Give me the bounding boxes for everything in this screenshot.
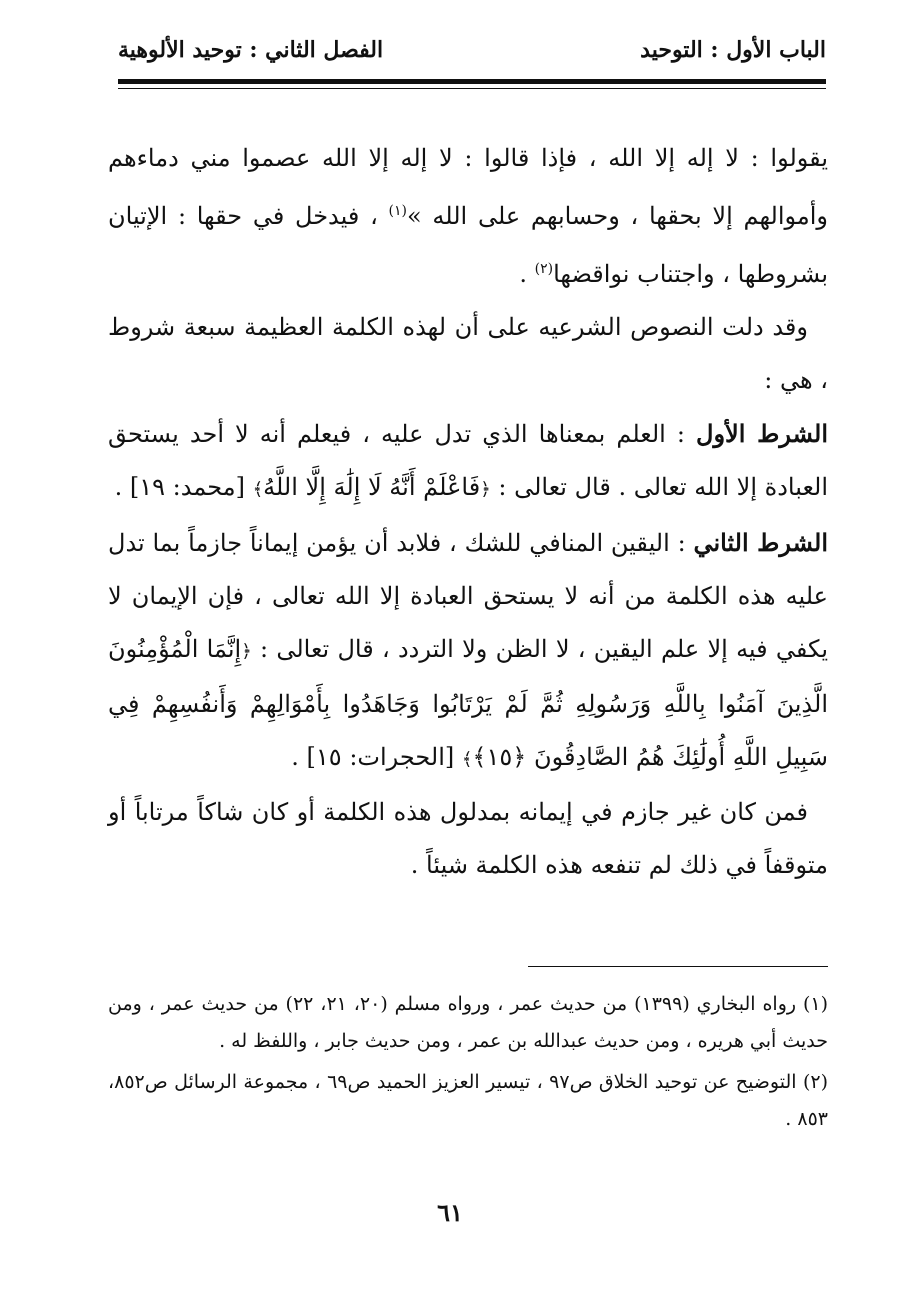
condition-2	[108, 516, 828, 786]
footnote-2-text: التوضيح عن توحيد الخلاق ص٩٧ ، تيسير العزيز الحميد ص٦٩ ، مجموعة الرسائل ص٨٥٢، ٨٥٣ .	[108, 1071, 828, 1130]
condition-2-text: : اليقين المنافي للشك ، فلابد أن يؤمن إيماناً جازماً بما تدل عليه هذه الكلمة من أنه لا يستحق العبادة إلا الله تعالى ، فإن الإيمان لا يكفي فيه إلا علم اليقين ، لا الظن ولا التردد ، قال تعالى :	[108, 529, 828, 663]
footnote-2	[108, 1064, 828, 1138]
condition-2-lead: الشرط الثاني	[693, 528, 828, 557]
condition-1-lead: الشرط الأول	[696, 419, 828, 448]
paragraph-1-tail: ، فيدخل في حقها : الإتيان بشروطها ، واجتناب نواقضها	[108, 202, 828, 288]
chapter-title: الفصل الثاني : توحيد الألوهية	[118, 37, 384, 63]
ayah-2-reference: [الحجرات: ١٥] .	[291, 743, 462, 771]
footnote-separator	[528, 966, 828, 967]
paragraph-1-text: يقولوا : لا إله إلا الله ، فإذا قالوا : لا إله إلا الله عصموا مني دماءهم وأموالهم إلا بحقها ، وحسابهم على الله »	[108, 144, 828, 230]
paragraph-2: وقد دلت النصوص الشرعيه على أن لهذه الكلمة العظيمة سبعة شروط ، هي :	[108, 313, 828, 394]
footnote-ref-2: (٢)	[534, 261, 554, 277]
ayah-1-reference: [محمد: ١٩] .	[114, 473, 253, 501]
condition-1	[108, 407, 828, 516]
running-header	[118, 30, 826, 70]
paragraph-1	[108, 132, 828, 301]
page-number: ٦١	[437, 1198, 463, 1227]
ayah-close-ornament: ﴾	[252, 479, 264, 500]
ayah-2: إِنَّمَا الْمُؤْمِنُونَ الَّذِينَ آمَنُوا بِاللَّهِ وَرَسُولِهِ ثُمَّ لَمْ يَرْتَابُوا وَجَاهَدُوا بِأَمْوَالِهِمْ وَأَنفُسِهِمْ فِي سَبِيلِ اللَّهِ أُولَٰئِكَ هُمُ الصَّادِقُونَ ﴿١٥﴾	[108, 635, 828, 771]
ayah-1: فَاعْلَمْ أَنَّهُ لَا إِلَٰهَ إِلَّا اللَّهُ	[263, 473, 481, 501]
ayah-2-open-ornament: ﴿	[241, 641, 252, 662]
paragraph-1-end: .	[519, 260, 535, 288]
footnotes	[108, 986, 828, 1142]
footnote-1-text: رواه البخاري (١٣٩٩) من حديث عمر ، ورواه مسلم (٢٠، ٢١، ٢٢) من حديث عمر ، ومن حديث أبي هريره ، ومن حديث عبدالله بن عمر ، ومن حديث جابر ، واللفظ له .	[108, 993, 828, 1052]
paragraph-3: فمن كان غير جازم في إيمانه بمدلول هذه الكلمة أو كان شاكاً مرتاباً أو متوقفاً في ذلك لم تنفعه هذه الكلمة شيئاً .	[108, 798, 828, 879]
condition-1-text: : العلم بمعناها الذي تدل عليه ، فيعلم أنه لا أحد يستحق العبادة إلا الله تعالى . قال تعالى :	[108, 420, 828, 501]
ayah-open-ornament: ﴿	[480, 479, 491, 500]
footnote-1-number: (١)	[802, 993, 829, 1015]
footnote-ref-1: (١)	[388, 203, 408, 219]
book-part-title: الباب الأول : التوحيد	[640, 37, 826, 63]
header-rule-thin	[118, 88, 826, 89]
footnote-2-number: (٢)	[802, 1071, 828, 1093]
header-rule-thick	[118, 79, 826, 84]
footnote-1	[108, 986, 828, 1060]
ayah-2-close-ornament: ﴾	[461, 749, 473, 770]
main-text	[108, 132, 828, 892]
